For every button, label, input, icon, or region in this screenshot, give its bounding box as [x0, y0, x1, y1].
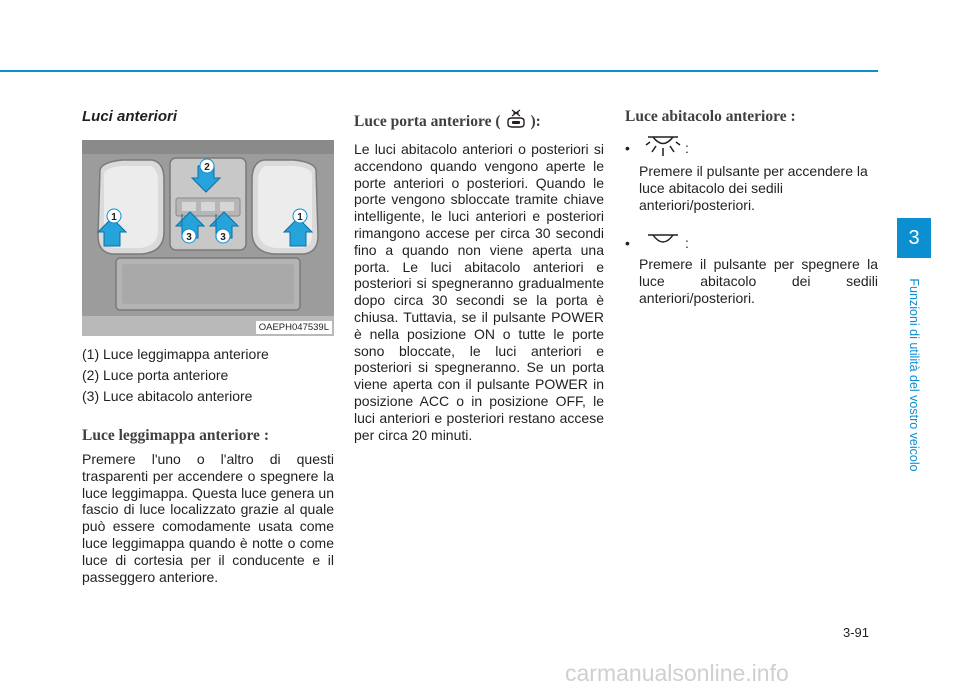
- caption-item: (2) Luce porta anteriore: [82, 367, 229, 383]
- chapter-tab: 3: [897, 218, 931, 258]
- caption-item: (3) Luce abitacolo anteriore: [82, 388, 253, 404]
- callout-map-lamp-left: 1: [111, 212, 117, 223]
- lamp-on-icon: [645, 134, 681, 161]
- door-lamp-icon: [505, 108, 527, 135]
- callout-door-lamp: 2: [204, 162, 210, 173]
- callout-map-lamp-right: 1: [297, 212, 303, 223]
- room-lamp-heading: Luce abitacolo anteriore :: [625, 108, 796, 125]
- lamp-off-icon: [645, 231, 681, 254]
- figure-code: OAEPH047539L: [256, 321, 332, 334]
- room-lamp-off-text: Premere il pulsante per spegnere la luce abitacolo dei sedili anteriori/posteriori.: [639, 256, 878, 306]
- section-heading-front-lights: Luci anteriori: [82, 108, 178, 125]
- column-middle: [354, 108, 604, 443]
- page-number: 3-91: [843, 625, 870, 640]
- bullet: •: [625, 139, 630, 156]
- caption-item: (1) Luce leggimappa anteriore: [82, 346, 269, 362]
- column-right: [625, 108, 878, 307]
- door-lamp-heading-suffix: ):: [530, 112, 541, 130]
- door-lamp-heading: [354, 108, 604, 135]
- room-lamp-off-row: [625, 231, 878, 254]
- colon: :: [685, 139, 689, 156]
- figure-captions: [82, 344, 334, 407]
- bullet: •: [625, 234, 630, 251]
- callout-room-lamp-right: 3: [220, 232, 226, 243]
- chapter-title: Funzioni di utilità del vostro veicolo: [907, 278, 921, 472]
- map-lamp-heading: Luce leggimappa anteriore :: [82, 427, 269, 444]
- watermark: carmanualsonline.info: [565, 660, 789, 686]
- overhead-console-figure: [82, 140, 334, 336]
- room-lamp-on-text: Premere il pulsante per accendere la luce abitacolo dei sedili anteriori/posteriori.: [639, 163, 868, 213]
- door-lamp-heading-prefix: Luce porta anteriore (: [354, 112, 501, 130]
- door-lamp-text: Le luci abitacolo anteriori o posteriori si accendono quando vengono aperte le porte anteriori o posteriori. Quando le porte vengono sbloccate tramite chiave intelligente, le luci anteriori e posteriori rimangono accese per circa 30 secondi fino a quando non viene aperta una porta. Le luci abitacolo anteriori e posteriori si spegneranno gradualmente dopo circa 30 secondi se la porta è chiusa. Tuttavia, se il pulsante POWER è nella posizione ON o tutte le porte sono bloccate, le luci anteriori e posteriori si spegneranno. Se un porta viene aperta con il pulsante POWER in posizione ACC o in posizione OFF, le luci anteriori e posteriori restano accese per circa 20 minuti.: [354, 141, 604, 443]
- column-left: [82, 108, 334, 585]
- callout-room-lamp-left: 3: [186, 232, 192, 243]
- room-lamp-on-row: [625, 134, 878, 161]
- colon: :: [685, 234, 689, 251]
- header-rule: [0, 70, 878, 72]
- map-lamp-text: Premere l'uno o l'altro di questi trasparenti per accendere o spegnere la luce leggimappa. Questa luce genera un fascio di luce localizzato grazie al quale può essere comodamente usata come luce leggimappa quando è notte o come luce di cortesia per il conducente e il passeggero anteriore.: [82, 451, 334, 585]
